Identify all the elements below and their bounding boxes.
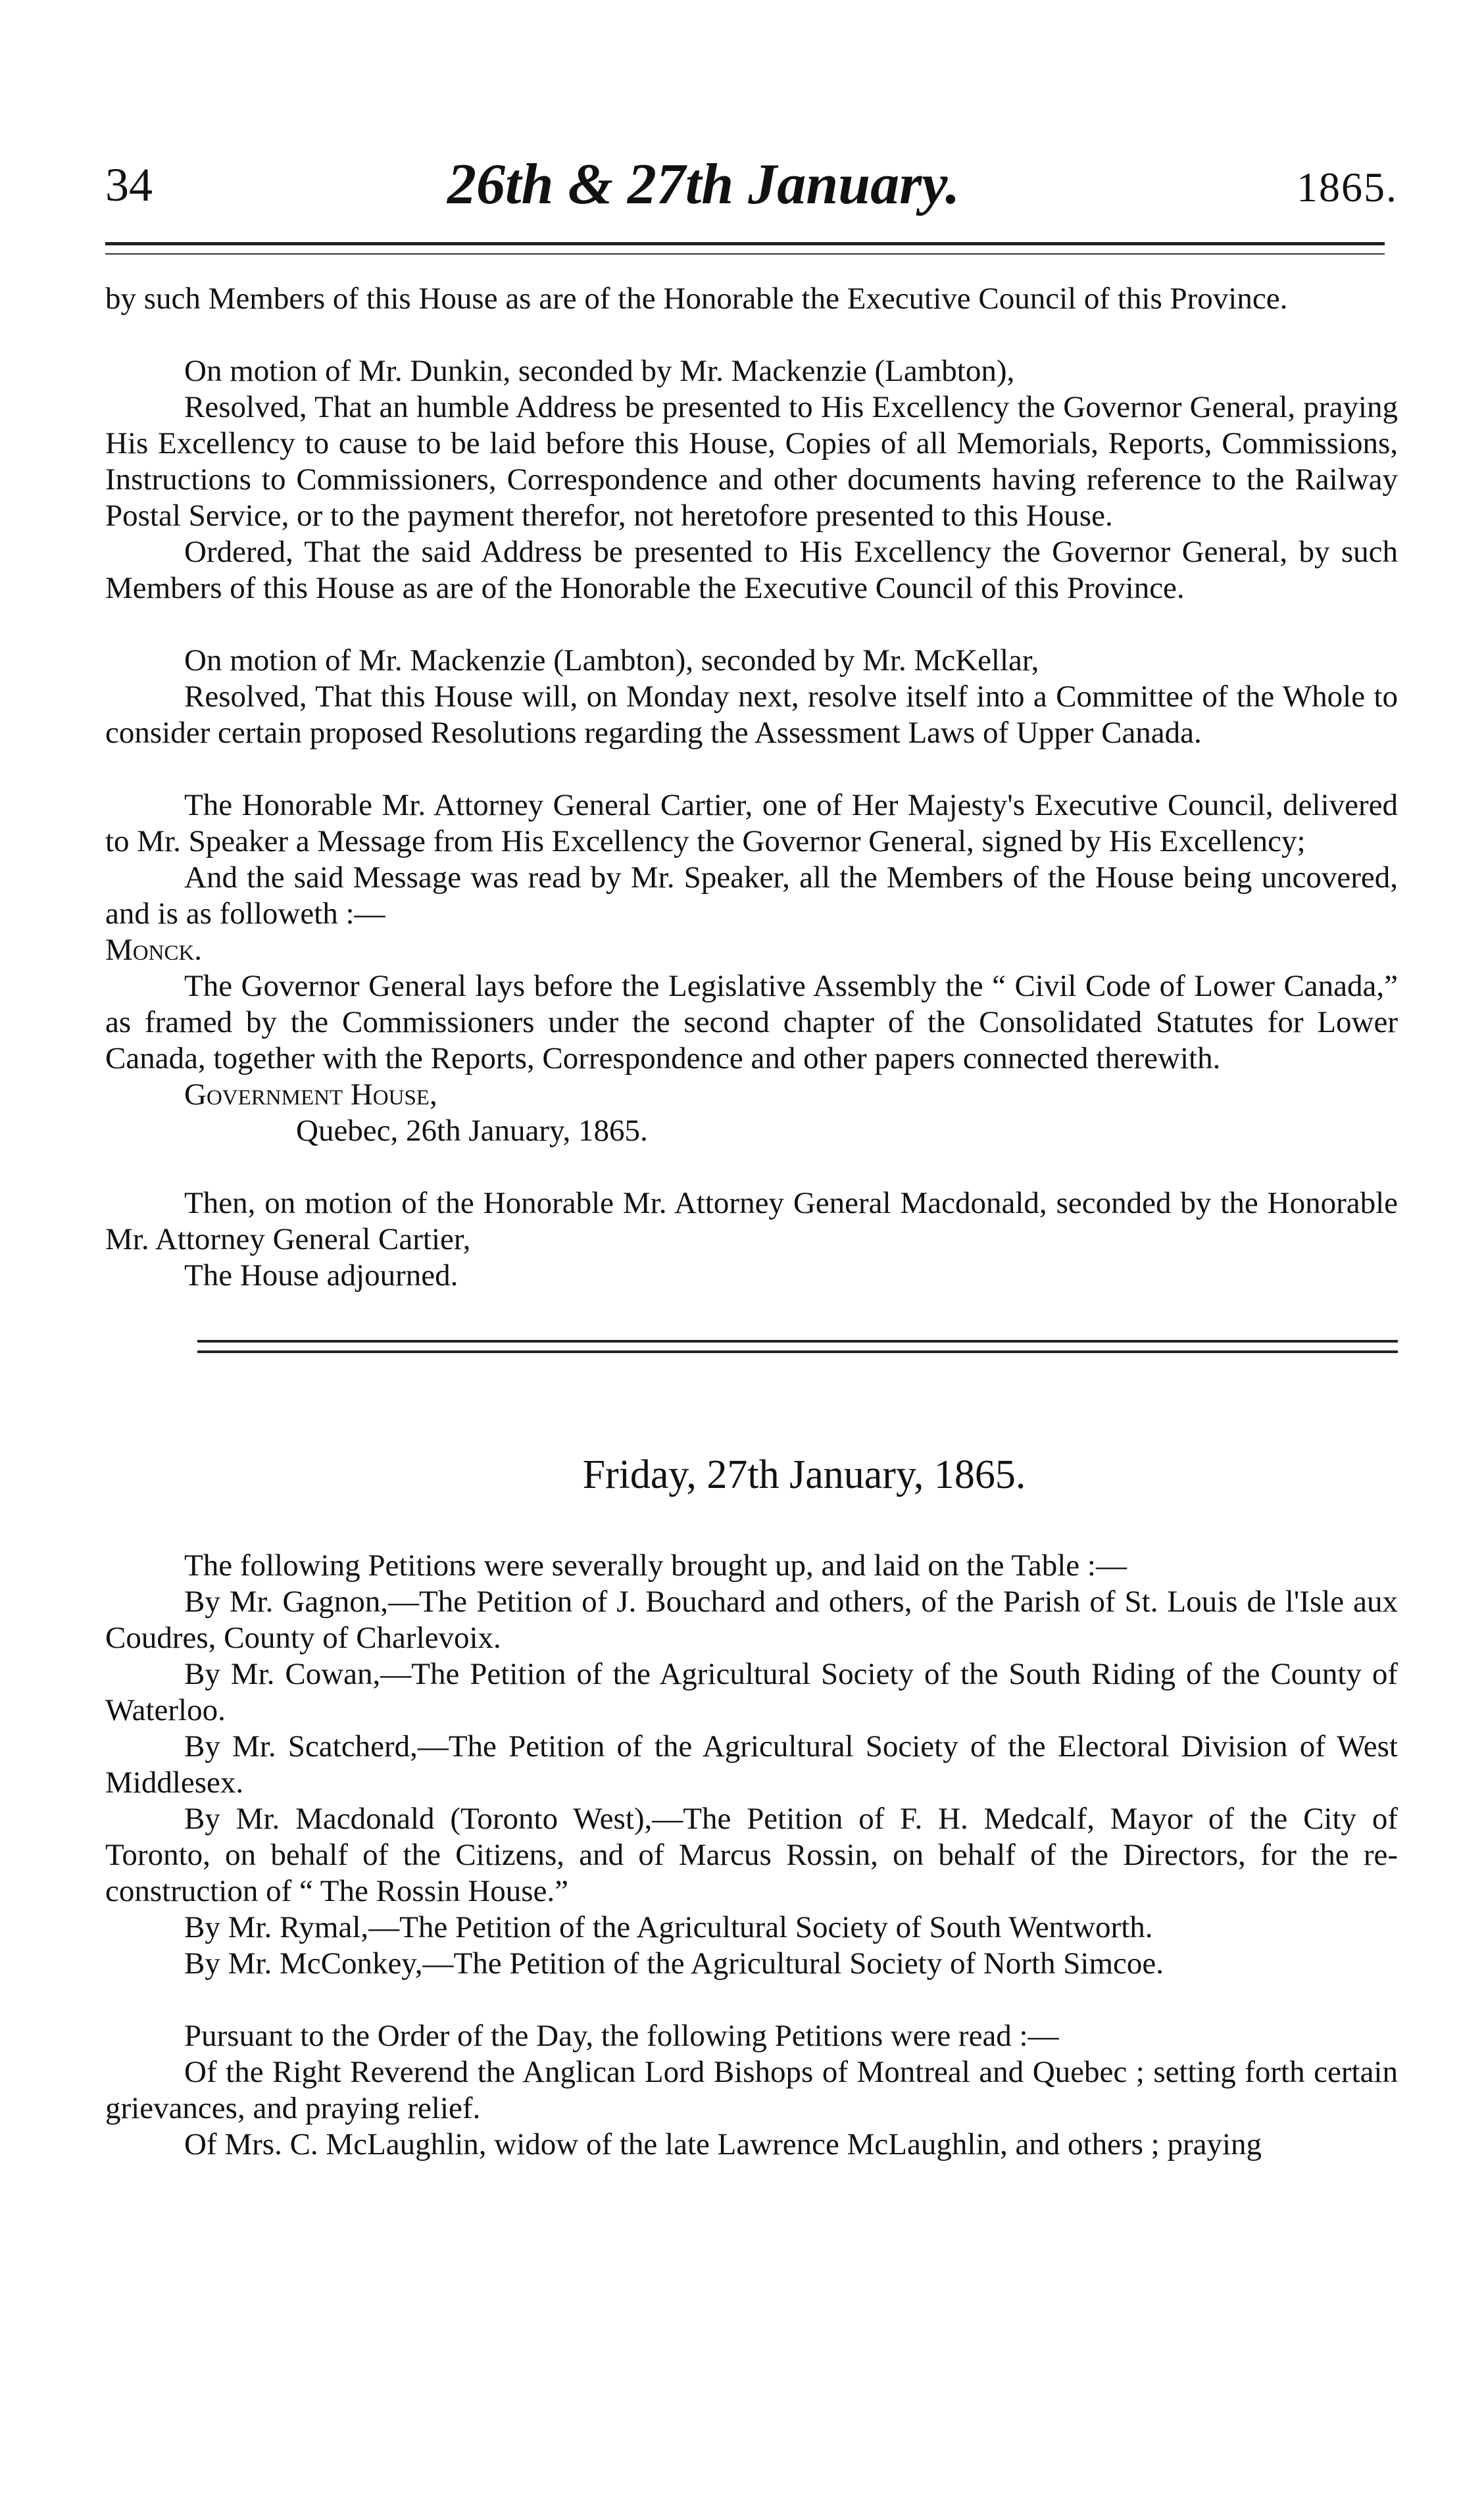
petition-item: By Mr. McConkey,—The Petition of the Agricultural Society of North Simcoe. — [184, 1946, 1164, 1981]
adjournment: The House adjourned. — [184, 1258, 458, 1293]
signature-monck: Monck. — [105, 933, 203, 967]
document-page — [105, 151, 1398, 2163]
motion-paragraph: On motion of Mr. Mackenzie (Lambton), seconded by Mr. McKellar, — [184, 643, 1039, 678]
page-title: 26th & 27th January. — [447, 153, 960, 216]
proceedings-jan-27 — [105, 1548, 1398, 2163]
petition-item: By Mr. Cowan,—The Petition of the Agricultural Society of the South Riding of the County of Waterloo. — [105, 1657, 1398, 1727]
adjournment-motion: Then, on motion of the Honorable Mr. Attorney General Macdonald, seconded by the Honorable Mr. Attorney General Cartier, — [105, 1186, 1398, 1256]
proceedings-jan-26 — [105, 281, 1398, 1294]
running-header — [105, 151, 1398, 237]
resolution-paragraph: Resolved, That this House will, on Monday next, resolve itself into a Committee of the Whole to consider certain proposed Resolutions regarding the Assessment Laws of Upper Canada. — [105, 679, 1398, 750]
motion-paragraph: On motion of Mr. Dunkin, seconded by Mr. Mackenzie (Lambton), — [184, 354, 1015, 388]
petition-item: By Mr. Scatcherd,—The Petition of the Agricultural Society of the Electoral Division of West Middlesex. — [105, 1729, 1398, 1800]
message-paragraph: The Honorable Mr. Attorney General Cartier, one of Her Majesty's Executive Council, delivered to Mr. Speaker a Message from His Excellency the Governor General, signed by His Excellency; — [105, 788, 1398, 858]
order-of-day: Pursuant to the Order of the Day, the following Petitions were read :— — [184, 2019, 1059, 2053]
petition-read: Of the Right Reverend the Anglican Lord Bishops of Montreal and Quebec ; setting forth certain grievances, and praying relief. — [105, 2055, 1398, 2125]
message-text: The Governor General lays before the Legislative Assembly the “ Civil Code of Lower Canada,” as framed by the Commissioners under the second chapter of the Consolidated Statutes for Lower Canada, together with the Reports, Correspondence and other papers connected therewith. — [105, 969, 1398, 1075]
signature-place: Government House, — [184, 1077, 437, 1112]
day-heading: Friday, 27th January, 1865. — [582, 1452, 1026, 1497]
signature-date: Quebec, 26th January, 1865. — [296, 1114, 648, 1148]
petition-item: By Mr. Rymal,—The Petition of the Agricultural Society of South Wentworth. — [184, 1910, 1153, 1944]
message-read-paragraph: And the said Message was read by Mr. Speaker, all the Members of the House being uncovered, and is as followeth :— — [105, 860, 1398, 931]
petition-item: By Mr. Gagnon,—The Petition of J. Bouchard and others, of the Parish of St. Louis de l'Isle aux Coudres, County of Charlevoix. — [105, 1585, 1398, 1655]
header-rule — [105, 242, 1385, 255]
petitions-intro: The following Petitions were severally brought up, and laid on the Table :— — [184, 1548, 1127, 1583]
resolution-paragraph: Resolved, That an humble Address be presented to His Excellency the Governor General, praying His Excellency to cause to be laid before this House, Copies of all Memorials, Reports, Commissions, Instructions to Commissioners, Correspondence and other documents having reference to the Railway Postal Service, or to the payment therefor, not heretofore presented to this House. — [105, 390, 1398, 533]
section-rule — [197, 1340, 1398, 1353]
paragraph: by such Members of this House as are of the Honorable the Executive Council of this Province. — [105, 282, 1288, 316]
petition-read: Of Mrs. C. McLaughlin, widow of the late Lawrence McLaughlin, and others ; praying — [184, 2127, 1262, 2162]
order-paragraph: Ordered, That the said Address be presented to His Excellency the Governor General, by such Members of this House as are of the Honorable the Executive Council of this Province. — [105, 535, 1398, 605]
petition-item: By Mr. Macdonald (Toronto West),—The Petition of F. H. Medcalf, Mayor of the City of Toronto, on behalf of the Citizens, and of Marcus Rossin, on behalf of the Directors, for the re-construction of “ The Rossin House.” — [105, 1802, 1398, 1908]
header-year: 1865. — [1297, 164, 1398, 210]
page-number: 34 — [105, 159, 153, 211]
